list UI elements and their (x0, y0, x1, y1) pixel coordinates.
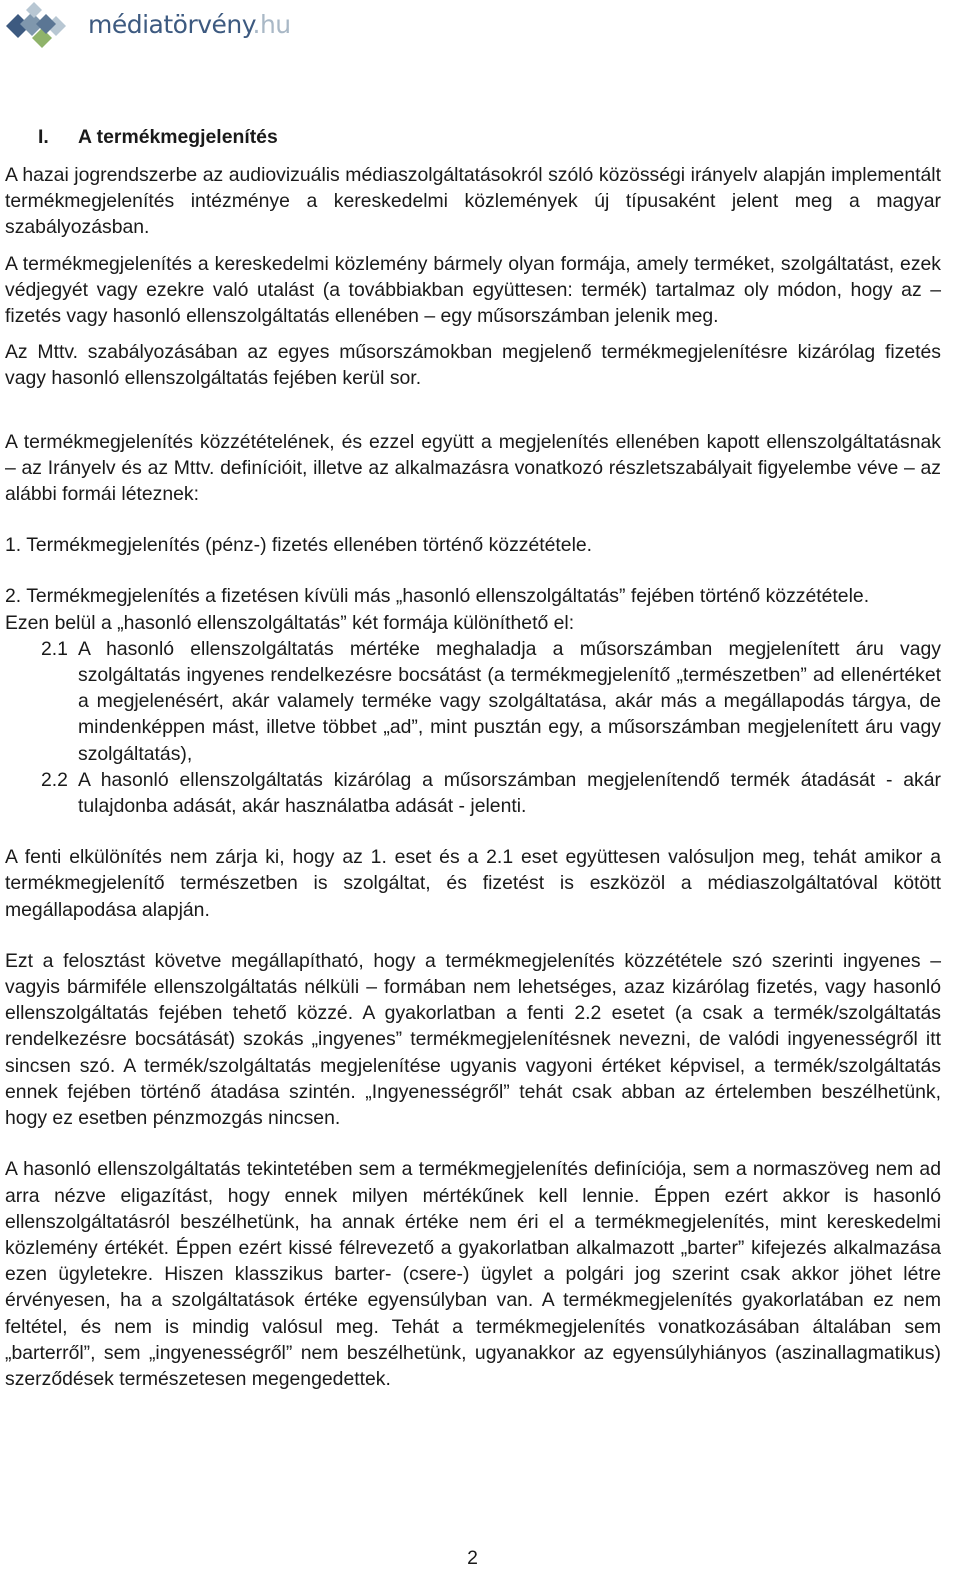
paragraph-7: Ezen belül a „hasonló ellenszolgáltatás” két formája különíthető el: (5, 611, 575, 634)
paragraph-6: 2. Termékmegjelenítés a fizetésen kívüli más „hasonló ellenszolgáltatás” fejében történő közzététele. (5, 585, 870, 608)
list-item-2-2 (5, 767, 941, 819)
paragraph-8: A fenti elkülönítés nem zárja ki, hogy az 1. eset és a 2.1 eset együttesen valósuljon meg, tehát amikor a termékmegjelenítő természetben is szolgáltat, és fizetést is eszközöl a médiaszolgáltatóval kötött megállapodása alapján. (5, 846, 941, 921)
paragraph-5: 1. Termékmegjelenítés (pénz-) fizetés ellenében történő közzététele. (5, 534, 593, 557)
list-item-number: 2.1 (41, 637, 68, 660)
paragraph-2: A termékmegjelenítés a kereskedelmi közlemény bármely olyan formája, amely terméket, szolgáltatást, ezek védjegyét vagy ezekre való utalást (a továbbiakban együttesen: termék) tartalmaz oly módon, hogy az – fizetés vagy hasonló ellenszolgáltatás ellenében – egy műsorszámban jelenik meg. (5, 252, 941, 328)
document-body (5, 124, 941, 1392)
paragraph-3: Az Mttv. szabályozásában az egyes műsorszámokban megjelenő termékmegjelenítésre kizárólag fizetés vagy hasonló ellenszolgáltatás fejében kerül sor. (5, 341, 941, 390)
list-item-text: A hasonló ellenszolgáltatás mértéke meghaladja a műsorszámban megjelenített áru vagy szolgáltatás ingyenes rendelkezésre bocsátást (a termékmegjelenítő „természetben” ad ellenértéket a megjelenésért, akár valamely terméke vagy szolgáltatása, akár más a megállapodás tárgya, de mindenképpen mást, illetve többet „ad”, mint pusztán egy, a műsorszámban megjelenített áru vagy szolgáltatás), (78, 637, 941, 765)
paragraph-10: A hasonló ellenszolgáltatás tekintetében sem a termékmegjelenítés definíciója, sem a normaszöveg nem ad arra nézve eligazítást, hogy ennek milyen mértékűnek kell lennie. Éppen ezért akkor is hasonló ellenszolgáltatásról beszélhetünk, ha annak értéke nem éri el a termékmegjelenítés, mint kereskedelmi közlemény értékét. Éppen ezért kissé félrevezető a gyakorlatban alkalmazott „barter” kifejezés alkalmazása ezen ügyletekre. Hiszen klasszikus barter- (csere-) ügylet a polgári jog szerint csak akkor jöhet létre érvényesen, ha a szolgáltatások értéke egyensúlyban van. A termékmegjelenítés gyakorlatában ez nem feltétel, és nem is mindig valósul meg. Tehát a termékmegjelenítés vonatkozásában általában sem „barterről”, sem „ingyenességről” nem beszélhetünk, ugyanakkor az egyensúlyhiányos (aszinallagmatikus) szerződések természetesen megengedettek. (5, 1158, 941, 1390)
paragraph-1: A hazai jogrendszerbe az audiovizuális médiaszolgáltatásokról szóló közösségi irányelv alapján implementált termékmegjelenítés intézménye a kereskedelmi közlemények új típusaként jelent meg a magyar szabályozásban. (5, 164, 941, 239)
page-number: 2 (467, 1547, 478, 1569)
section-heading (5, 124, 941, 150)
section-title: A termékmegjelenítés (78, 126, 278, 148)
logo-diamonds-icon (4, 2, 84, 50)
logo-tld-text: .hu (252, 9, 291, 39)
logo-wordmark[interactable] (88, 10, 291, 39)
site-header (4, 2, 291, 50)
list-item-2-1 (5, 636, 941, 767)
paragraph-4: A termékmegjelenítés közzétételének, és ezzel együtt a megjelenítés ellenében kapott ellenszolgáltatásnak – az Irányelv és az Mttv. definícióit, illetve az alkalmazásra vonatkozó részletszabályait figyelembe véve – az alábbi formái léteznek: (5, 430, 941, 506)
logo-main-text: médiatörvény (88, 9, 253, 39)
list-item-text: A hasonló ellenszolgáltatás kizárólag a műsorszámban megjelenítendő termék átadását - akár tulajdonba adását, akár használatba adását - jelenti. (78, 768, 941, 818)
paragraph-9: Ezt a felosztást követve megállapítható, hogy a termékmegjelenítés közzététele szó szerinti ingyenes – vagyis bármiféle ellenszolgáltatás nélküli – formában nem lehetséges, azaz kizárólag fizetés, vagy hasonló ellenszolgáltatás fejében tehető közzé. A gyakorlatban a fenti 2.2 esetet (a csak a termék/szolgáltatás rendelkezésre bocsátását) szokás „ingyenes” termékmegjelenítésnek nevezni, de valódi ingyenességről itt sincsen szó. A termék/szolgáltatás megjelenítése ugyanis vagyoni értéket képvisel, a termék/szolgáltatás ennek fejében történő átadása szintén. „Ingyenességről” tehát csak abban az értelemben beszélhetünk, hogy ez esetben pénzmozgás nincsen. (5, 949, 941, 1130)
section-number: I. (38, 126, 49, 148)
list-item-number: 2.2 (41, 768, 68, 791)
